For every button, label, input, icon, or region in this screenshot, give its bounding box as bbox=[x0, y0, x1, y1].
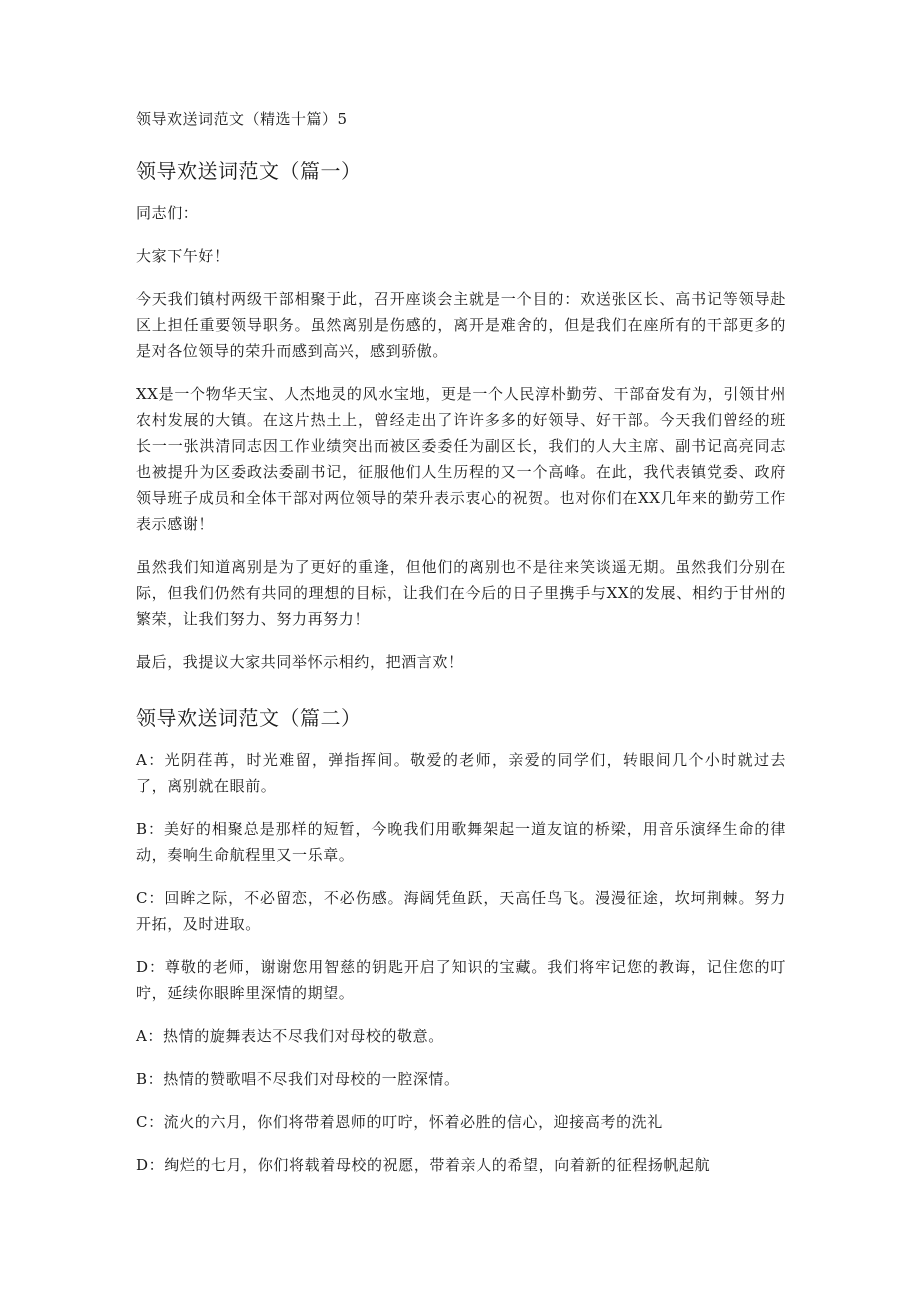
paragraph: C：流火的六月，你们将带着恩师的叮咛，怀着必胜的信心，迎接高考的洗礼 bbox=[136, 1113, 663, 1131]
paragraph: 最后，我提议大家共同举怀示相约，把酒言欢！ bbox=[136, 653, 464, 671]
paragraph: 今天我们镇村两级干部相聚于此，召开座谈会主就是一个目的：欢送张区长、高书记等领导赴区上担任重要领导职务。虽然离别是伤感的，离开是难舍的，但是我们在座所有的干部更多的是对各位领导的荣升而感到高兴，感到骄傲。 bbox=[136, 290, 786, 360]
paragraph: A：热情的旋舞表达不尽我们对母校的敬意。 bbox=[136, 1027, 444, 1045]
paragraph: B：热情的赞歌唱不尽我们对母校的一腔深情。 bbox=[136, 1070, 460, 1088]
document-page bbox=[136, 108, 786, 1195]
section-2 bbox=[136, 703, 786, 1178]
paragraph: D：绚烂的七月，你们将载着母校的祝愿，带着亲人的希望，向着新的征程扬帆起航 bbox=[136, 1156, 711, 1174]
paragraph: 同志们： bbox=[136, 204, 199, 222]
section-heading: 领导欢送词范文（篇二） bbox=[136, 706, 362, 730]
document-title: 领导欢送词范文（精选十篇）5 bbox=[136, 110, 348, 128]
paragraph: 虽然我们知道离别是为了更好的重逢，但他们的离别也不是往来笑谈遥无期。虽然我们分别在际，但我们仍然有共同的理想的目标，让我们在今后的日子里携手与XX的发展、相约于甘州的繁荣，让我们努力、努力再努力！ bbox=[136, 558, 786, 628]
section-heading: 领导欢送词范文（篇一） bbox=[136, 159, 362, 183]
paragraph: XX是一个物华天宝、人杰地灵的风水宝地，更是一个人民淳朴勤劳、干部奋发有为，引领甘州农村发展的大镇。在这片热土上，曾经走出了许许多多的好领导、好干部。今天我们曾经的班长一一张洪清同志因工作业绩突出而被区委委任为副区长，我们的人大主席、副书记高亮同志也被提升为区委政法委副书记，征服他们人生历程的又一个高峰。在此，我代表镇党委、政府领导班子成员和全体干部对两位领导的荣升表示衷心的祝贺。也对你们在XX几年来的勤劳工作表示感谢！ bbox=[136, 385, 786, 533]
paragraph: 大家下午好！ bbox=[136, 247, 230, 265]
paragraph: C：回眸之际，不必留恋，不必伤感。海阔凭鱼跃，天高任鸟飞。漫漫征途，坎坷荆棘。努力开拓，及时进取。 bbox=[136, 889, 786, 933]
paragraph: A：光阴荏苒，时光难留，弹指挥间。敬爱的老师，亲爱的同学们，转眼间几个小时就过去了，离别就在眼前。 bbox=[136, 751, 786, 795]
paragraph: B：美好的相聚总是那样的短暂，今晚我们用歌舞架起一道友谊的桥梁，用音乐演绎生命的律动，奏响生命航程里又一乐章。 bbox=[136, 820, 786, 864]
section-1 bbox=[136, 156, 786, 675]
paragraph: D：尊敬的老师，谢谢您用智慈的钥匙开启了知识的宝藏。我们将牢记您的教诲，记住您的叮咛，延续你眼眸里深情的期望。 bbox=[136, 958, 786, 1002]
